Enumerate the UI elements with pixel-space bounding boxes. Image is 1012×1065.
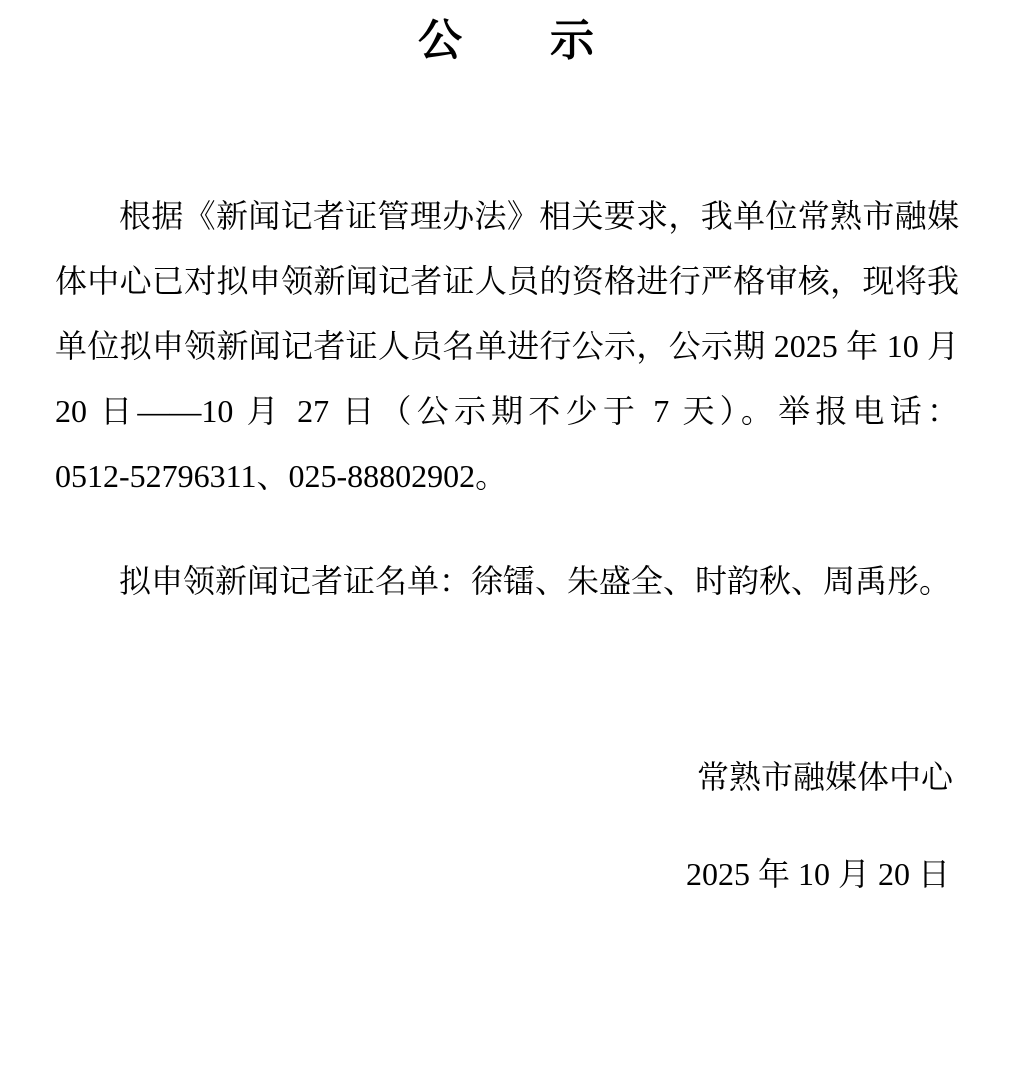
- body-line-2: 体中心已对拟申领新闻记者证人员的资格进行严格审核，现将我: [55, 263, 959, 299]
- signature-organization: 常熟市融媒体中心: [696, 759, 953, 795]
- signature-date: 2025 年 10 月 20 日: [685, 856, 950, 892]
- name-list-paragraph: 拟申领新闻记者证名单：徐镭、朱盛全、时韵秋、周禹彤。: [119, 563, 952, 599]
- body-paragraph: [55, 184, 959, 509]
- document-title: 公 示: [418, 16, 594, 65]
- body-line-4: 20 日——10 月 27 日（公示期不少于 7 天）。举报电话：: [55, 393, 959, 429]
- body-line-1: 根据《新闻记者证管理办法》相关要求，我单位常熟市融媒: [119, 198, 959, 234]
- body-line-3: 单位拟申领新闻记者证人员名单进行公示，公示期 2025 年 10 月: [55, 328, 959, 364]
- body-line-phone-numbers: 0512-52796311、025-88802902。: [55, 458, 508, 494]
